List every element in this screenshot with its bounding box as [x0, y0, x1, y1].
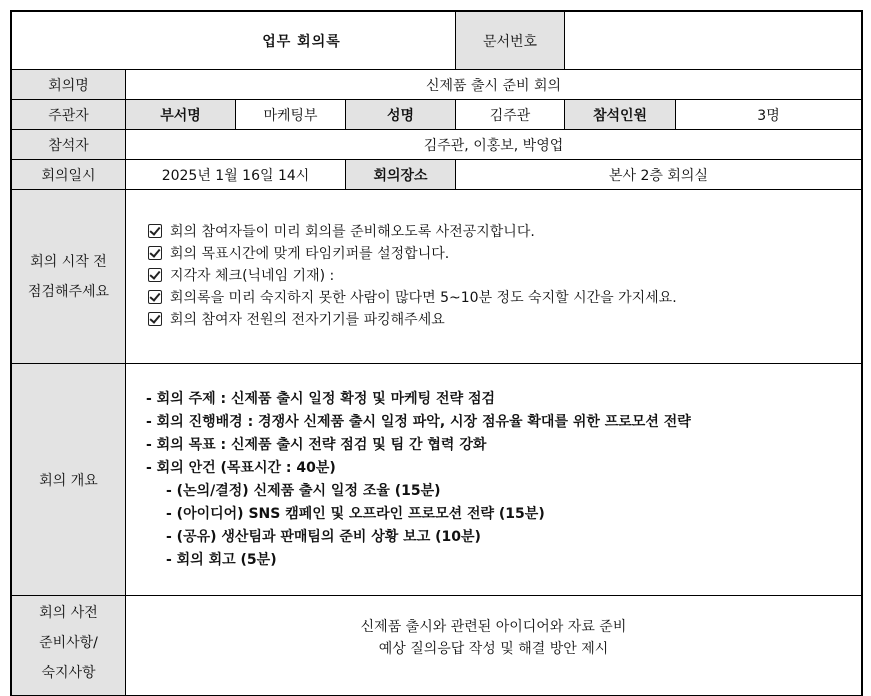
overview-line: - 회의 주제 : 신제품 출시 일정 확정 및 마케팅 전략 점검 — [146, 391, 496, 407]
checklist-item[interactable]: 회의 참여자 전원의 전자기기를 파킹해주세요 — [148, 308, 861, 330]
prep-label — [12, 596, 126, 696]
checklist-item[interactable]: 지각자 체크(닉네임 기재) : — [148, 264, 861, 286]
attendee-count-label: 참석인원 — [565, 100, 676, 130]
prep-label-line1: 회의 사전 — [39, 605, 98, 621]
name-label: 성명 — [346, 100, 456, 130]
checklist-item[interactable]: 회의 참여자들이 미리 회의를 준비해오도록 사전공지합니다. — [148, 220, 861, 242]
datetime-label: 회의일시 — [12, 160, 126, 190]
dept-label: 부서명 — [126, 100, 236, 130]
prep-content[interactable] — [126, 596, 862, 696]
host-label: 주관자 — [12, 100, 126, 130]
agenda-item: - (논의/결정) 신제품 출시 일정 조율 (15분) — [166, 483, 441, 499]
meeting-minutes-table — [11, 11, 862, 696]
attendees-label: 참석자 — [12, 130, 126, 160]
dept-value[interactable]: 마케팅부 — [236, 100, 346, 130]
meeting-name-label: 회의명 — [12, 70, 126, 100]
overview-line: - 회의 안건 (목표시간 : 40분) — [146, 460, 336, 476]
doc-number-label: 문서번호 — [456, 12, 565, 70]
doc-number-value[interactable] — [565, 12, 862, 70]
agenda-item: - (공유) 생산팀과 판매팀의 준비 상황 보고 (10분) — [166, 529, 481, 545]
document-title: 업무 회의록 — [12, 12, 456, 70]
checkbox-checked-icon[interactable] — [148, 312, 162, 326]
place-label: 회의장소 — [346, 160, 456, 190]
name-value[interactable]: 김주관 — [456, 100, 565, 130]
checkbox-checked-icon[interactable] — [148, 290, 162, 304]
place-value[interactable]: 본사 2층 회의실 — [456, 160, 862, 190]
meeting-name-value[interactable]: 신제품 출시 준비 회의 — [126, 70, 862, 100]
precheck-label-line2: 점검해주세요 — [27, 283, 110, 300]
checkbox-checked-icon[interactable] — [148, 246, 162, 260]
precheck-label — [12, 190, 126, 364]
prep-label-line3: 숙지사항 — [41, 665, 96, 681]
prep-line: 예상 질의응답 작성 및 해결 방안 제시 — [378, 641, 609, 657]
checkbox-checked-icon[interactable] — [148, 268, 162, 282]
prep-line: 신제품 출시와 관련된 아이디어와 자료 준비 — [360, 619, 627, 635]
attendees-value[interactable]: 김주관, 이홍보, 박영업 — [126, 130, 862, 160]
agenda-item: - (아이디어) SNS 캠페인 및 오프라인 프로모션 전략 (15분) — [166, 506, 545, 522]
checkbox-checked-icon[interactable] — [148, 224, 162, 238]
precheck-checklist — [126, 190, 862, 364]
agenda-item: - 회의 회고 (5분) — [166, 552, 277, 568]
attendee-count-value[interactable]: 3명 — [676, 100, 862, 130]
overview-content[interactable] — [126, 364, 862, 596]
checklist-item[interactable]: 회의록을 미리 숙지하지 못한 사람이 많다면 5~10분 정도 숙지할 시간을 가지세요. — [148, 286, 861, 308]
overview-label: 회의 개요 — [12, 364, 126, 596]
overview-line: - 회의 목표 : 신제품 출시 전략 점검 및 팀 간 협력 강화 — [146, 437, 487, 453]
datetime-value[interactable]: 2025년 1월 16일 14시 — [126, 160, 346, 190]
overview-line: - 회의 진행배경 : 경쟁사 신제품 출시 일정 파악, 시장 점유율 확대를 위한 프로모션 전략 — [146, 414, 691, 430]
checklist-item[interactable]: 회의 목표시간에 맞게 타임키퍼를 설정합니다. — [148, 242, 861, 264]
prep-label-line2: 준비사항/ — [39, 635, 98, 651]
precheck-label-line1: 회의 시작 전 — [30, 253, 107, 270]
